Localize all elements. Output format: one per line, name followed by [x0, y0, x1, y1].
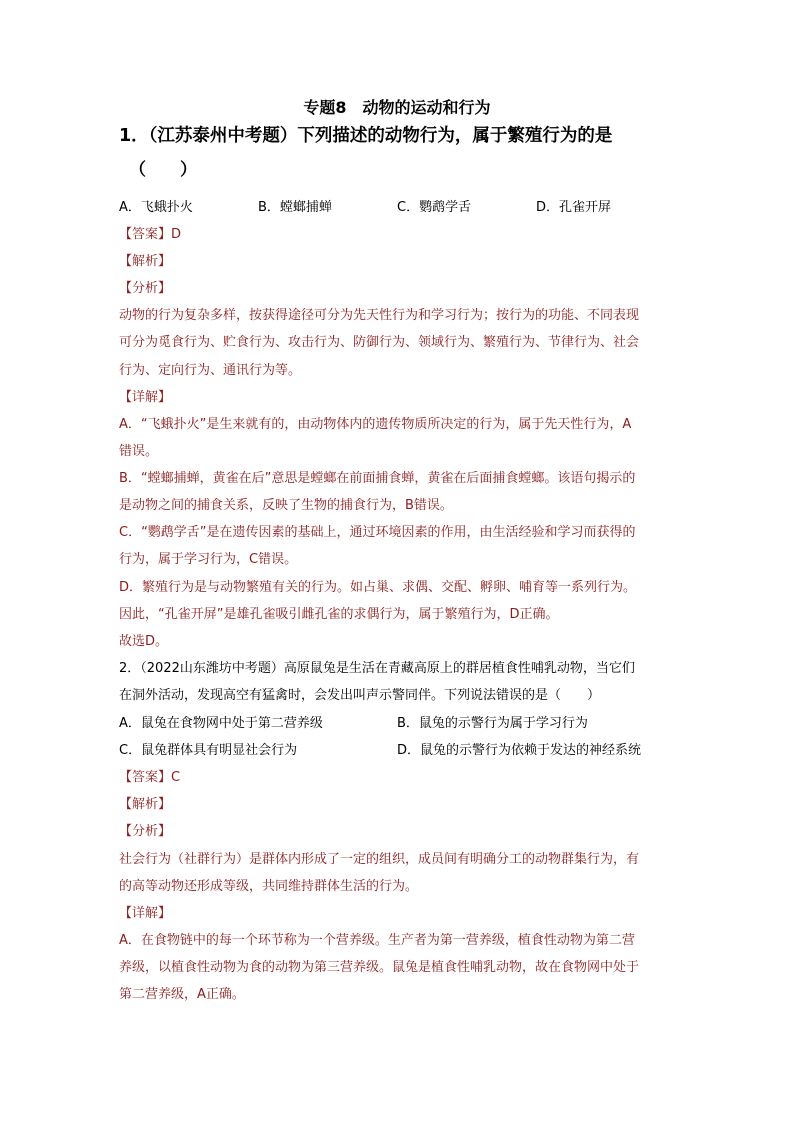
page-title: 专题8 动物的运动和行为: [303, 98, 491, 117]
q2-option-d: D．鼠兔的示警行为依赖于发达的神经系统: [397, 743, 642, 758]
q1-detail-line: 错误。: [119, 444, 159, 459]
q1-xiangjie-label: 【详解】: [119, 390, 172, 405]
q2-jiexi-label: 【解析】: [119, 797, 172, 812]
q2-analysis-line: 的高等动物还形成等级，共同维持群体生活的行为。: [119, 879, 419, 894]
q1-analysis-line: 可分为觅食行为、贮食行为、攻击行为、防御行为、领域行为、繁殖行为、节律行为、社会: [119, 335, 640, 350]
q1-analysis-line: 行为、定向行为、通讯行为等。: [119, 363, 302, 378]
q2-analysis-line: 社会行为（社群行为）是群体内形成了一定的组织，成员间有明确分工的动物群集行为，有: [119, 852, 640, 867]
question-2-stem-line: 2．（2022山东潍坊中考题）高原鼠兔是生活在青藏高原上的群居植食性哺乳动物，当它们: [119, 661, 635, 676]
question-1-stem: 1．（江苏泰州中考题）下列描述的动物行为，属于繁殖行为的是: [119, 126, 613, 146]
q1-detail-line: 故选D。: [119, 634, 169, 649]
q1-jiexi-label: 【解析】: [119, 254, 172, 269]
question-2-stem-line: 在洞外活动，发现高空有猛禽时，会发出叫声示警同伴。下列说法错误的是（ ）: [119, 688, 601, 703]
q1-option-b: B．螳螂捕蝉: [258, 200, 332, 215]
q1-detail-line: 行为，属于学习行为，C错误。: [119, 552, 298, 567]
q1-detail-line: B．“螳螂捕蝉，黄雀在后”意思是螳螂在前面捕食蝉，黄雀在后面捕食螳螂。该语句揭示的: [119, 471, 636, 486]
q1-detail-line: 因此，“孔雀开屏”是雄孔雀吸引雌孔雀的求偶行为，属于繁殖行为，D正确。: [119, 607, 559, 622]
q2-detail-line: 养级，以植食性动物为食的动物为第三营养级。鼠兔是植食性哺乳动物，故在食物网中处于: [119, 960, 640, 975]
q2-fenxi-label: 【分析】: [119, 824, 172, 839]
q1-detail-line: 是动物之间的捕食关系，反映了生物的捕食行为，B错误。: [119, 498, 453, 513]
q1-option-c: C．鹦鹉学舌: [397, 200, 472, 215]
q2-option-b: B．鼠兔的示警行为属于学习行为: [397, 716, 588, 731]
q2-detail-line: 第二营养级，A正确。: [119, 987, 245, 1002]
q1-option-a: A．飞蛾扑火: [119, 200, 193, 215]
q1-answer: 【答案】D: [119, 227, 182, 242]
q2-option-a: A．鼠兔在食物网中处于第二营养级: [119, 716, 323, 731]
q1-fenxi-label: 【分析】: [119, 281, 172, 296]
q1-detail-line: A．“飞蛾扑火”是生来就有的，由动物体内的遗传物质所决定的行为，属于先天性行为，A: [119, 417, 632, 432]
q2-detail-line: A．在食物链中的每一个环节称为一个营养级。生产者为第一营养级，植食性动物为第二营: [119, 933, 635, 948]
q1-option-d: D．孔雀开屏: [536, 200, 612, 215]
q2-answer: 【答案】C: [119, 770, 181, 785]
q1-detail-line: D．繁殖行为是与动物繁殖有关的行为。如占巢、求偶、交配、孵卵、哺育等一系列行为。: [119, 580, 637, 595]
q2-option-c: C．鼠兔群体具有明显社会行为: [119, 743, 298, 758]
q1-detail-line: C．“鹦鹉学舌”是在遗传因素的基础上，通过环境因素的作用，由生活经验和学习而获得的: [119, 525, 636, 540]
q2-xiangjie-label: 【详解】: [119, 906, 172, 921]
q1-analysis-line: 动物的行为复杂多样，按获得途径可分为先天性行为和学习行为；按行为的功能、不同表现: [119, 308, 640, 323]
question-1-paren: （ ）: [129, 160, 197, 180]
